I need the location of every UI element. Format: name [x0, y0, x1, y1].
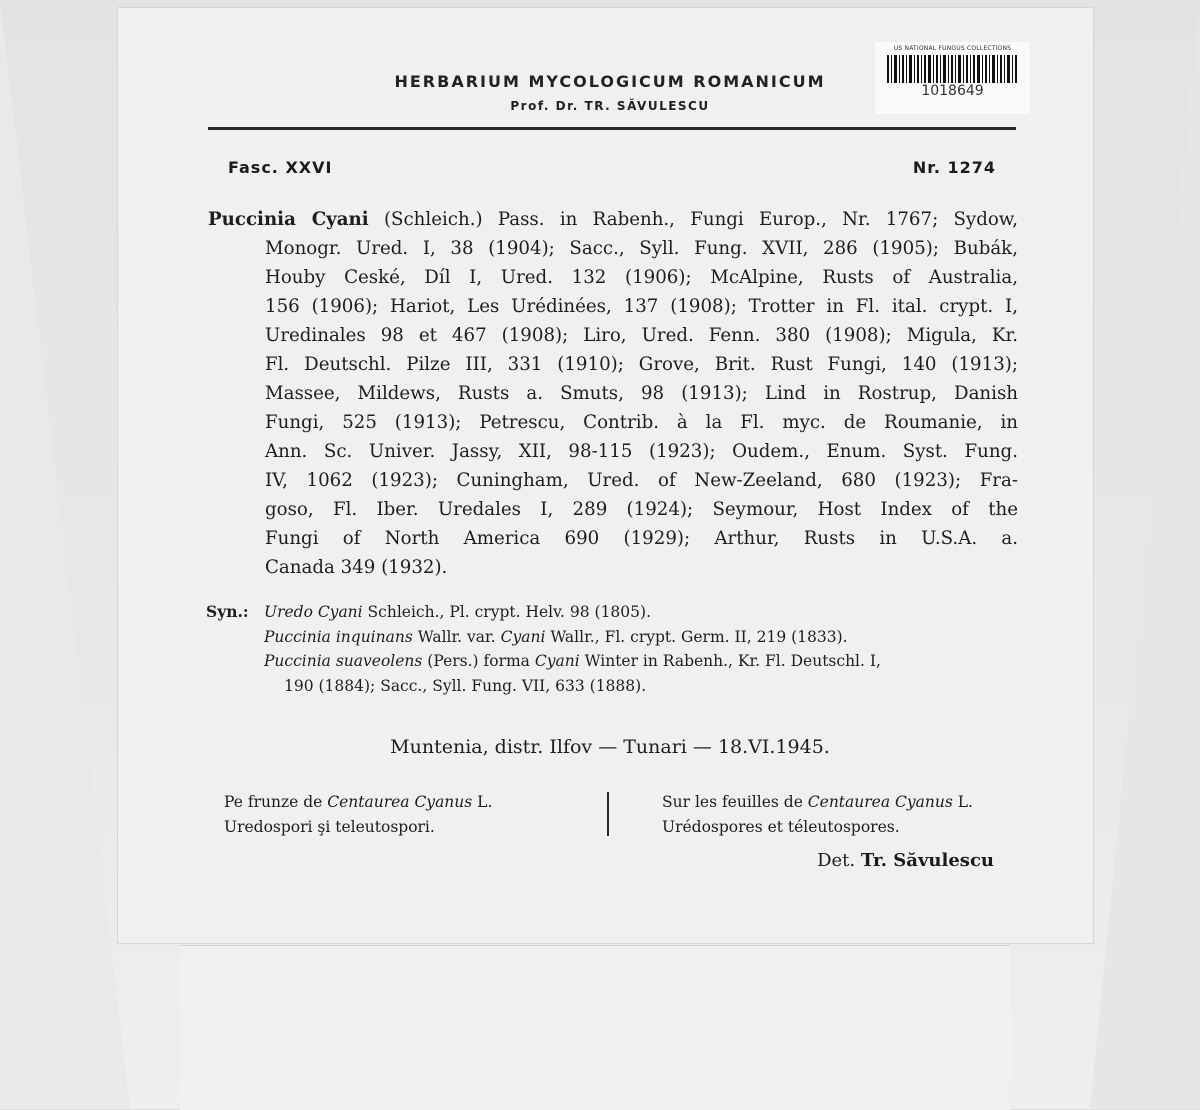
synonym-line	[206, 649, 1022, 674]
barcode-number: 1018649	[921, 83, 984, 99]
citation-line: Fl. Deutschl. Pilze III, 331 (1910); Grove, Brit. Rust Fungi, 140 (1913);	[265, 354, 1018, 375]
barcode-sticker	[875, 42, 1030, 114]
citation-line: IV, 1062 (1923); Cuningham, Ured. of New-Zeeland, 680 (1923); Fra-	[265, 470, 1018, 491]
citation-line: Massee, Mildews, Rusts a. Smuts, 98 (1913); Lind in Rostrup, Danish	[265, 383, 1018, 404]
host-french	[662, 790, 1022, 840]
citation-authority: (Schleich.) Pass. in Rabenh., Fungi Europ., Nr. 1767; Sydow,	[383, 209, 1018, 230]
fascicle-number: Fasc. XXVI	[228, 158, 333, 177]
synonym-citation: Winter in Rabenh., Kr. Fl. Deutschl. I,	[579, 652, 881, 670]
citation-line: Fungi, 525 (1913); Petrescu, Contrib. à la Fl. myc. de Roumanie, in	[265, 412, 1018, 433]
barcode-icon	[887, 55, 1019, 83]
host-name: Centaurea Cyanus	[807, 793, 953, 811]
citation-line: Canada 349 (1932).	[265, 557, 448, 578]
synonym-name: Puccinia inquinans	[264, 627, 413, 646]
citation-line: 156 (1906); Hariot, Les Urédinées, 137 (1908); Trotter in Fl. ital. crypt. I,	[265, 296, 1018, 317]
envelope-left-flap	[0, 0, 130, 1109]
envelope-bottom-flap	[180, 945, 1010, 1110]
det-prefix: Det.	[817, 850, 856, 871]
synonym-line: 190 (1884); Sacc., Syll. Fung. VII, 633 (1888).	[284, 676, 647, 695]
host-name: Centaurea Cyanus	[327, 793, 473, 811]
collection-locality: Muntenia, distr. Ilfov — Tunari — 18.VI.1945.	[390, 736, 830, 758]
host-suffix: L.	[952, 793, 973, 811]
citation-line: Fungi of North America 690 (1929); Arthur, Rusts in U.S.A. a.	[265, 528, 1018, 549]
synonym-rank: Wallr. var.	[412, 627, 501, 646]
envelope-right-flap	[1090, 0, 1200, 1109]
synonym-line	[206, 600, 1022, 625]
column-divider	[607, 792, 609, 836]
header-rule	[208, 127, 1016, 130]
citation-line: Ann. Sc. Univer. Jassy, XII, 98-115 (1923); Oudem., Enum. Syst. Fung.	[265, 441, 1018, 462]
determiner-name: Tr. Săvulescu	[860, 850, 994, 871]
determiner	[760, 850, 994, 871]
citation-line: Uredinales 98 et 467 (1908); Liro, Ured. Fenn. 380 (1908); Migula, Kr.	[265, 325, 1018, 346]
species-name: Puccinia Cyani	[208, 209, 369, 230]
host-prefix: Pe frunze de	[224, 793, 328, 811]
host-prefix: Sur les feuilles de	[662, 793, 808, 811]
synonyms-block	[206, 600, 1022, 698]
barcode-header: US NATIONAL FUNGUS COLLECTIONS	[893, 45, 1012, 52]
synonym-name: Puccinia suaveolens	[264, 652, 423, 670]
citation-line: goso, Fl. Iber. Uredales I, 289 (1924); Seymour, Host Index of the	[265, 499, 1018, 520]
spores-line: Uredospori şi teleutospori.	[224, 818, 435, 836]
specimen-number: Nr. 1274	[912, 158, 996, 177]
synonym-citation: Wallr., Fl. crypt. Germ. II, 219 (1833).	[545, 627, 848, 646]
synonym-epithet: Cyani	[500, 627, 546, 646]
synonym-epithet: Cyani	[534, 652, 580, 670]
synonyms-label: Syn.:	[206, 602, 249, 621]
host-line	[224, 790, 594, 815]
host-suffix: L.	[472, 793, 493, 811]
citation-line: Houby Ceské, Díl I, Ured. 132 (1906); McAlpine, Rusts of Australia,	[265, 267, 1018, 288]
synonym-citation: Schleich., Pl. crypt. Helv. 98 (1805).	[362, 603, 651, 621]
host-line	[662, 790, 1022, 815]
synonym-line	[206, 625, 1022, 650]
herbarium-subtitle: Prof. Dr. TR. SĂVULESCU	[510, 99, 710, 113]
host-romanian	[224, 790, 594, 840]
spores-line: Urédospores et téleutospores.	[662, 818, 900, 836]
synonym-name: Uredo Cyani	[264, 603, 363, 621]
synonym-rank: (Pers.) forma	[422, 652, 535, 670]
herbarium-title: HERBARIUM MYCOLOGICUM ROMANICUM	[394, 72, 826, 91]
citation-line: Monogr. Ured. I, 38 (1904); Sacc., Syll. Fung. XVII, 286 (1905); Bubák,	[265, 238, 1018, 259]
citation-line	[208, 205, 1018, 234]
species-citation	[208, 205, 1018, 582]
